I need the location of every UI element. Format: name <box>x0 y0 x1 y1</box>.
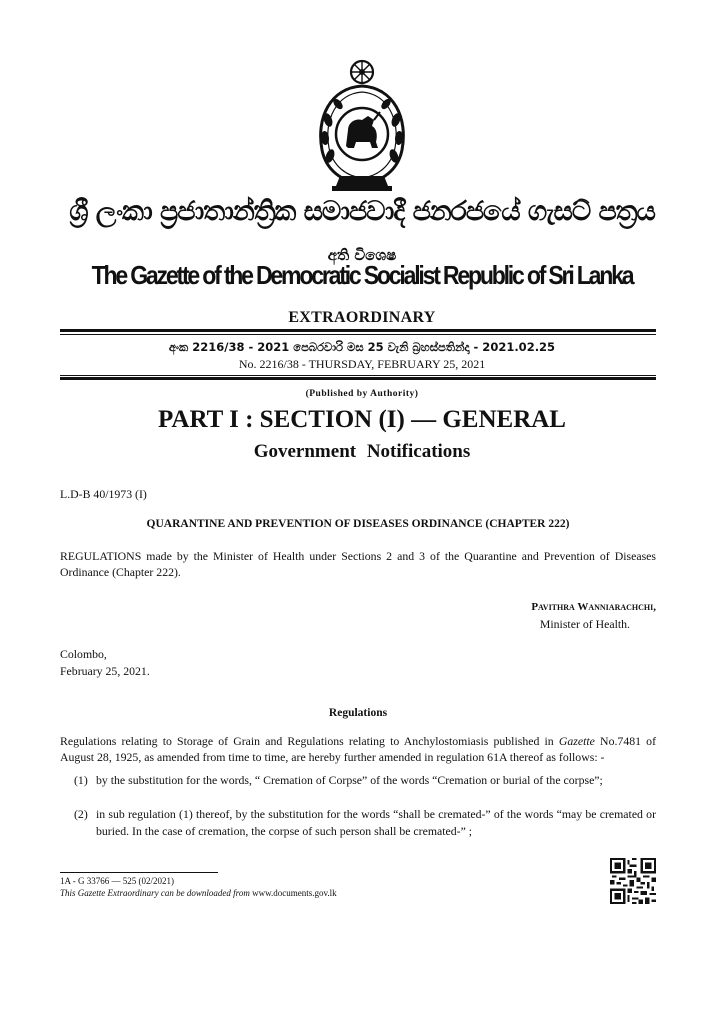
item-number: (1) <box>74 773 88 787</box>
place-and-date <box>60 646 656 680</box>
download-url: www.documents.gov.lk <box>252 888 337 898</box>
issue-line-english: No. 2216/38 - THURSDAY, FEBRUARY 25, 2021 <box>238 357 486 371</box>
footer-code: 1A - G 33766 — 525 (02/2021) <box>60 876 174 886</box>
sinhala-extraordinary-label: අති විශෙෂ <box>327 246 397 264</box>
intro-text-after: No.7481 of August 28, 1925, as amended from time to time, are hereby further amended in regulation 61A thereof as follows: - <box>60 734 657 764</box>
signer-name: Pavithra Wanniarachchi, <box>531 601 656 613</box>
item-text: in sub regulation (1) thereof, by the substitution for the words “shall be cremated-” of the words “may be cremated or buried. In the case of cremation, the corpse of such person shall be cremated-” ; <box>96 807 656 838</box>
header-rule-thick <box>60 329 656 332</box>
gazette-word: Gazette <box>558 734 595 748</box>
preamble-paragraph: REGULATIONS made by the Minister of Health under Sections 2 and 3 of the Quarantine and Prevention of Diseases Ordinance (Chapter 222). <box>60 549 656 579</box>
gazette-title: The Gazette of the Democratic Socialist Republic of Sri Lanka <box>91 260 633 290</box>
extraordinary-label: EXTRAORDINARY <box>288 309 436 326</box>
published-by-authority: (Published by Authority) <box>305 389 419 399</box>
footer-download-note <box>60 888 337 898</box>
place: Colombo, <box>60 647 107 661</box>
intro-text-before: Regulations relating to Storage of Grain and Regulations relating to Anchylostomiasis published in <box>60 734 559 748</box>
part-heading: PART I : SECTION (I) — GENERAL <box>158 406 566 433</box>
sri-lanka-emblem-icon <box>312 58 412 194</box>
item-number: (2) <box>74 807 88 821</box>
qr-code-icon <box>610 858 656 904</box>
date: February 25, 2021. <box>60 664 150 678</box>
list-item <box>74 772 656 789</box>
sinhala-gazette-title: ශ්‍රී ලංකා ප්‍රජාතාන්ත්‍රික සමාජවාදී ජනරජයේ ගැසට් පත්‍රය <box>69 196 655 227</box>
sub-heading: Government Notifications <box>253 441 471 462</box>
ordinance-title: QUARANTINE AND PREVENTION OF DISEASES ORDINANCE (CHAPTER 222) <box>146 518 570 530</box>
list-item <box>74 806 656 840</box>
reference-number: L.D-B 40/1973 (I) <box>60 487 147 501</box>
download-note-text: This Gazette Extraordinary can be downloaded from <box>60 888 250 898</box>
item-text: by the substitution for the words, “ Cremation of Corpse” of the words “Cremation or burial of the corpse”; <box>96 773 603 787</box>
signer-title: Minister of Health. <box>539 617 630 631</box>
issue-rule-thick <box>60 377 656 380</box>
regulations-heading: Regulations <box>328 707 388 719</box>
issue-line-sinhala: අංක 2216/38 - 2021 පෙබරවාරි මස 25 වැනි බ්‍රහස්පතින්දා - 2021.02.25 <box>168 340 556 354</box>
issue-rule-thin <box>60 375 656 376</box>
header-rule-thin <box>60 334 656 335</box>
intro-paragraph <box>60 733 656 765</box>
footer-rule <box>60 872 218 873</box>
